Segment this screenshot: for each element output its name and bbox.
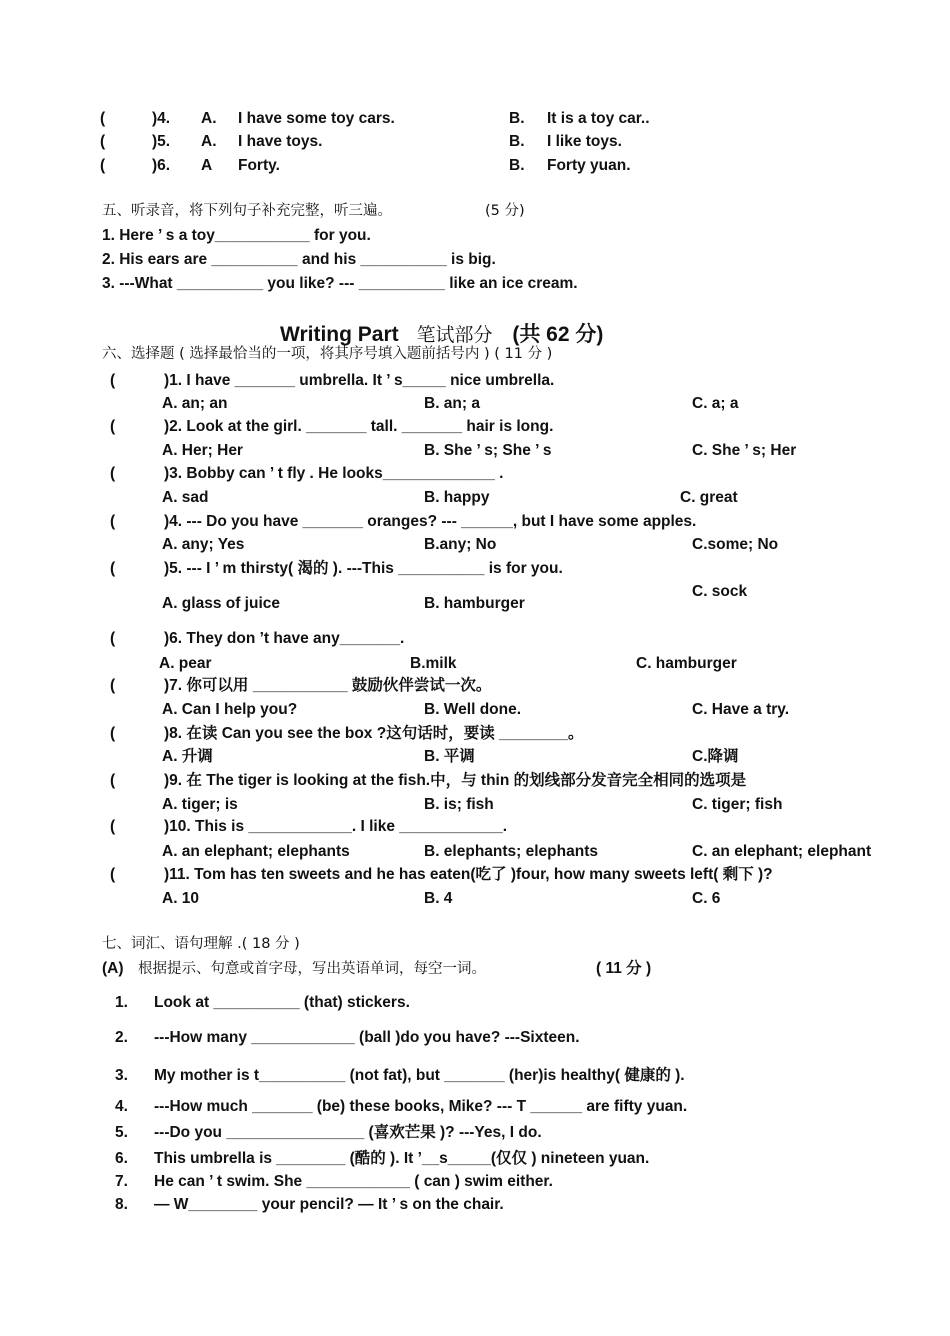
- writing-part-title: [280, 318, 603, 348]
- option-b-text: Forty yuan.: [547, 157, 631, 174]
- q9-option-a: A. tiger; is: [162, 796, 238, 813]
- q1-option-c: C. a; a: [692, 395, 739, 412]
- option-b-text: It is a toy car..: [547, 110, 650, 127]
- answer-paren[interactable]: (: [110, 772, 116, 789]
- q5-option-c: C. sock: [692, 583, 748, 600]
- section-5-points: (5 分): [485, 203, 525, 219]
- item-number: 4.: [115, 1098, 128, 1115]
- q11-option-b: B. 4: [424, 890, 453, 907]
- item-number: 1.: [115, 994, 128, 1011]
- section-7a-points: ( 11 分 ): [596, 960, 652, 977]
- answer-paren[interactable]: (: [110, 513, 116, 530]
- title-en: Writing Part: [280, 323, 399, 346]
- section-7-heading: 七、词汇、语句理解 .( 18 分 ): [102, 936, 300, 952]
- item-number: 2.: [115, 1029, 128, 1046]
- question-2: )2. Look at the girl. _______ tall. _______ hair is long.: [164, 418, 554, 435]
- fill-item-5: ---Do you ________________ (喜欢芒果 )? ---Yes, I do.: [154, 1124, 542, 1141]
- title-score: (共 62 分): [512, 323, 604, 346]
- item-number: 8.: [115, 1196, 128, 1213]
- q7-option-a: A. Can I help you?: [162, 701, 298, 718]
- q3-option-c: C. great: [680, 489, 738, 506]
- section-5-heading: 五、听录音，将下列句子补充完整，听三遍。: [102, 203, 392, 219]
- q8-option-b: B. 平调: [424, 748, 475, 765]
- fill-item-7: He can ’ t swim. She ____________ ( can ) swim either.: [154, 1173, 553, 1190]
- q11-option-c: C. 6: [692, 890, 721, 907]
- question-3: )3. Bobby can ’ t fly . He looks_____________ .: [164, 465, 504, 482]
- question-number: )6.: [152, 157, 171, 174]
- q5-option-b: B. hamburger: [424, 595, 525, 612]
- option-a-text: I have toys.: [238, 133, 323, 150]
- q10-option-a: A. an elephant; elephants: [162, 843, 350, 860]
- q4-option-c: C.some; No: [692, 536, 779, 553]
- q7-option-c: C. Have a try.: [692, 701, 790, 718]
- q7-option-b: B. Well done.: [424, 701, 522, 718]
- q9-option-b: B. is; fish: [424, 796, 494, 813]
- answer-paren[interactable]: (: [110, 418, 116, 435]
- section-5-item-2: 2. His ears are __________ and his __________ is big.: [102, 251, 496, 268]
- question-7: )7. 你可以用 ___________ 鼓励伙伴尝试一次。: [164, 677, 492, 694]
- item-number: 7.: [115, 1173, 128, 1190]
- section-6-heading: 六、选择题 ( 选择最恰当的一项，将其序号填入题前括号内 ) ( 11 分 ): [102, 346, 553, 362]
- question-6: )6. They don ’t have any_______.: [164, 630, 405, 647]
- section-7a-instruction: 根据提示、句意或首字母，写出英语单词，每空一词。: [138, 961, 486, 977]
- fill-item-8: — W________ your pencil? — It ’ s on the chair.: [154, 1196, 504, 1213]
- q11-option-a: A. 10: [162, 890, 200, 907]
- q8-option-a: A. 升调: [162, 748, 213, 765]
- question-number: )5.: [152, 133, 171, 150]
- answer-paren[interactable]: (: [110, 818, 116, 835]
- option-b-mark: B.: [509, 157, 525, 174]
- question-9: )9. 在 The tiger is looking at the fish.中，与 thin 的划线部分发音完全相同的选项是: [164, 772, 747, 789]
- question-number: )4.: [152, 110, 171, 127]
- q3-option-a: A. sad: [162, 489, 209, 506]
- item-number: 6.: [115, 1150, 128, 1167]
- q1-option-a: A. an; an: [162, 395, 228, 412]
- fill-item-6: This umbrella is ________ (酷的 ). It ’__s_____(仅仅 ) nineteen yuan.: [154, 1150, 650, 1167]
- answer-paren[interactable]: (: [110, 725, 116, 742]
- item-number: 5.: [115, 1124, 128, 1141]
- fill-item-3: My mother is t__________ (not fat), but _______ (her)is healthy( 健康的 ).: [154, 1067, 685, 1084]
- answer-paren[interactable]: (: [110, 677, 116, 694]
- fill-item-4: ---How much _______ (be) these books, Mike? --- T ______ are fifty yuan.: [154, 1098, 688, 1115]
- q10-option-c: C. an elephant; elephant: [692, 843, 872, 860]
- q10-option-b: B. elephants; elephants: [424, 843, 598, 860]
- section-5-item-3: 3. ---What __________ you like? --- __________ like an ice cream.: [102, 275, 578, 292]
- answer-paren[interactable]: (: [100, 157, 106, 174]
- answer-paren[interactable]: (: [110, 465, 116, 482]
- answer-paren[interactable]: (: [110, 372, 116, 389]
- answer-paren[interactable]: (: [100, 133, 106, 150]
- title-cn: 笔试部分: [416, 324, 493, 346]
- fill-item-1: Look at __________ (that) stickers.: [154, 994, 410, 1011]
- q2-option-a: A. Her; Her: [162, 442, 243, 459]
- option-a-mark: A: [201, 157, 213, 174]
- q2-option-b: B. She ’ s; She ’ s: [424, 442, 552, 459]
- question-8: )8. 在读 Can you see the box ?这句话时，要读 ________。: [164, 725, 584, 742]
- q6-option-c: C. hamburger: [636, 655, 737, 672]
- option-b-mark: B.: [509, 133, 525, 150]
- option-a-text: Forty.: [238, 157, 280, 174]
- q6-option-a: A. pear: [159, 655, 212, 672]
- q6-option-b: B.milk: [410, 655, 457, 672]
- option-b-mark: B.: [509, 110, 525, 127]
- answer-paren[interactable]: (: [110, 630, 116, 647]
- option-a-mark: A.: [201, 110, 217, 127]
- q4-option-a: A. any; Yes: [162, 536, 245, 553]
- q5-option-a: A. glass of juice: [162, 595, 281, 612]
- question-1: )1. I have _______ umbrella. It ’ s_____ nice umbrella.: [164, 372, 555, 389]
- question-10: )10. This is ____________. I like ____________.: [164, 818, 507, 835]
- item-number: 3.: [115, 1067, 128, 1084]
- question-11: )11. Tom has ten sweets and he has eaten(吃了 )four, how many sweets left( 剩下 )?: [164, 866, 773, 883]
- answer-paren[interactable]: (: [110, 560, 116, 577]
- answer-paren[interactable]: (: [100, 110, 106, 127]
- q8-option-c: C.降调: [692, 748, 739, 765]
- question-4: )4. --- Do you have _______ oranges? --- ______, but I have some apples.: [164, 513, 697, 530]
- option-b-text: I like toys.: [547, 133, 622, 150]
- q2-option-c: C. She ’ s; Her: [692, 442, 797, 459]
- section-7a-label: (A): [102, 960, 124, 977]
- q4-option-b: B.any; No: [424, 536, 497, 553]
- section-5-item-1: 1. Here ’ s a toy___________ for you.: [102, 227, 371, 244]
- option-a-text: I have some toy cars.: [238, 110, 395, 127]
- question-5: )5. --- I ’ m thirsty( 渴的 ). ---This __________ is for you.: [164, 560, 563, 577]
- option-a-mark: A.: [201, 133, 217, 150]
- q3-option-b: B. happy: [424, 489, 490, 506]
- answer-paren[interactable]: (: [110, 866, 116, 883]
- q1-option-b: B. an; a: [424, 395, 480, 412]
- q9-option-c: C. tiger; fish: [692, 796, 783, 813]
- fill-item-2: ---How many ____________ (ball )do you have? ---Sixteen.: [154, 1029, 580, 1046]
